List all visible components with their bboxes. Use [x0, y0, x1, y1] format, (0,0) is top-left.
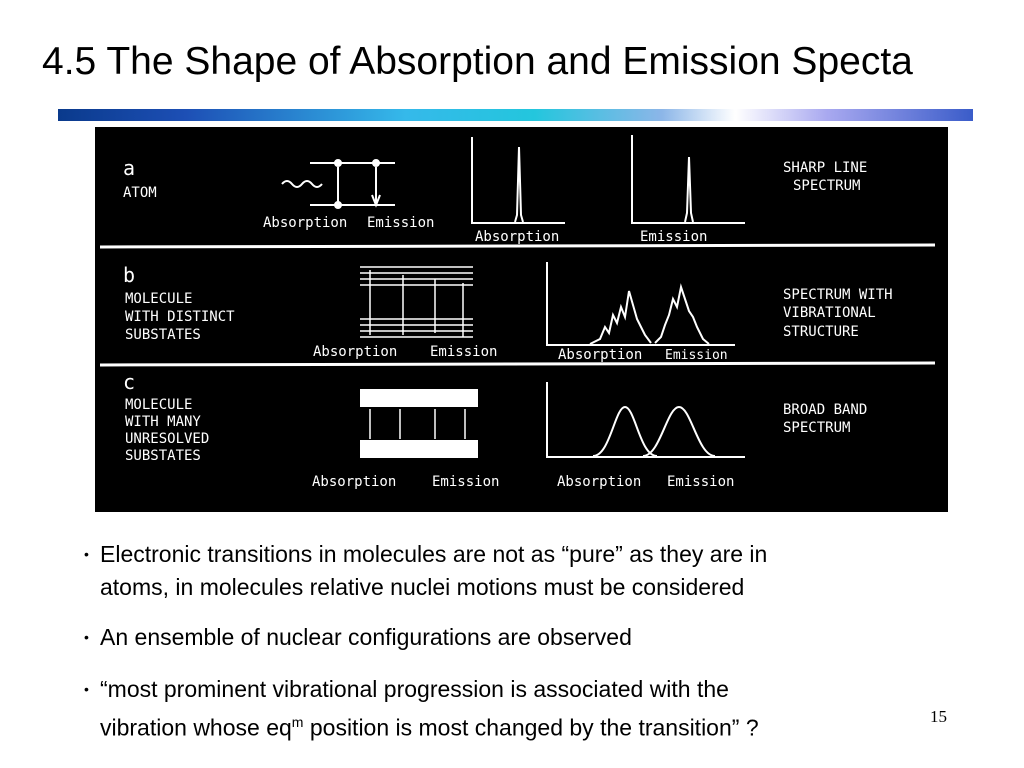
panel-b-system-3: SUBSTATES [125, 327, 201, 343]
title-gradient-bar [58, 109, 973, 121]
panel-c [123, 370, 867, 490]
panel-a-spectra [472, 135, 745, 223]
panel-b-absorption-label: Absorption [313, 344, 398, 360]
bullet-dot-icon: • [84, 546, 89, 562]
divider-bc [100, 363, 935, 365]
panel-a-emission-spectrum-label: Emission [640, 229, 708, 245]
panel-c-spectra [547, 382, 745, 457]
bullet-1-line-1: Electronic transitions in molecules are not as “pure” as they are in [100, 541, 768, 567]
panel-b-spectra [547, 262, 735, 345]
panel-c-emission-spectrum-label: Emission [667, 474, 735, 490]
bullet-2-line-1: An ensemble of nuclear configurations are observed [100, 624, 632, 650]
bullet-3-line-1: “most prominent vibrational progression is associated with the [100, 676, 729, 702]
bullet-3-line-2-post: position is most changed by the transition” ? [303, 714, 759, 741]
panel-a-description-1: SHARP LINE [783, 160, 868, 176]
panel-a-letter: a [123, 156, 136, 180]
panel-b-system-2: WITH DISTINCT [125, 309, 235, 325]
bullet-3-line-2-pre: vibration whose eq [100, 714, 292, 741]
panel-c-description-1: BROAD BAND [783, 402, 868, 418]
panel-c-level-diagram [360, 389, 478, 458]
bullet-1-line-2: atoms, in molecules relative nuclei motions must be considered [100, 574, 745, 600]
bullet-3-line-2 [100, 706, 759, 745]
bullet-item [84, 538, 767, 604]
panel-b [123, 262, 893, 363]
panel-b-description-2: VIBRATIONAL [783, 305, 876, 321]
panel-c-description-2: SPECTRUM [783, 420, 851, 436]
panel-a-description-2: SPECTRUM [793, 178, 861, 194]
panel-a-system: ATOM [123, 185, 157, 201]
panel-c-absorption-spectrum-label: Absorption [557, 474, 642, 490]
page-number: 15 [930, 707, 947, 726]
spectra-figure [95, 127, 948, 512]
bullet-dot-icon: • [84, 681, 89, 697]
panel-a-absorption-label: Absorption [263, 215, 348, 231]
panel-b-description-3: STRUCTURE [783, 324, 859, 340]
panel-c-system-4: SUBSTATES [125, 448, 201, 464]
panel-b-emission-label: Emission [430, 344, 498, 360]
divider-ab [100, 245, 935, 247]
bullet-3-superscript: m [291, 714, 304, 730]
panel-b-level-diagram [360, 267, 473, 337]
panel-a [123, 135, 867, 245]
panel-a-emission-label: Emission [367, 215, 435, 231]
panel-a-level-diagram [282, 160, 395, 208]
panel-c-system-3: UNRESOLVED [125, 431, 210, 447]
panel-c-letter: c [123, 370, 136, 394]
panel-b-description-1: SPECTRUM WITH [783, 287, 893, 303]
panel-c-system-2: WITH MANY [125, 414, 201, 430]
panel-b-absorption-spectrum-label: Absorption [558, 347, 643, 363]
panel-b-system-1: MOLECULE [125, 291, 193, 307]
panel-a-absorption-spectrum-label: Absorption [475, 229, 560, 245]
panel-b-letter: b [123, 263, 136, 287]
panel-c-absorption-label: Absorption [312, 474, 397, 490]
panel-b-emission-spectrum-label: Emission [665, 348, 728, 363]
bullet-item [84, 673, 759, 745]
bullet-dot-icon: • [84, 629, 89, 645]
panel-c-emission-label: Emission [432, 474, 500, 490]
panel-c-system-1: MOLECULE [125, 397, 193, 413]
bullet-item [84, 621, 632, 654]
slide-title: 4.5 The Shape of Absorption and Emission Specta [42, 40, 913, 83]
